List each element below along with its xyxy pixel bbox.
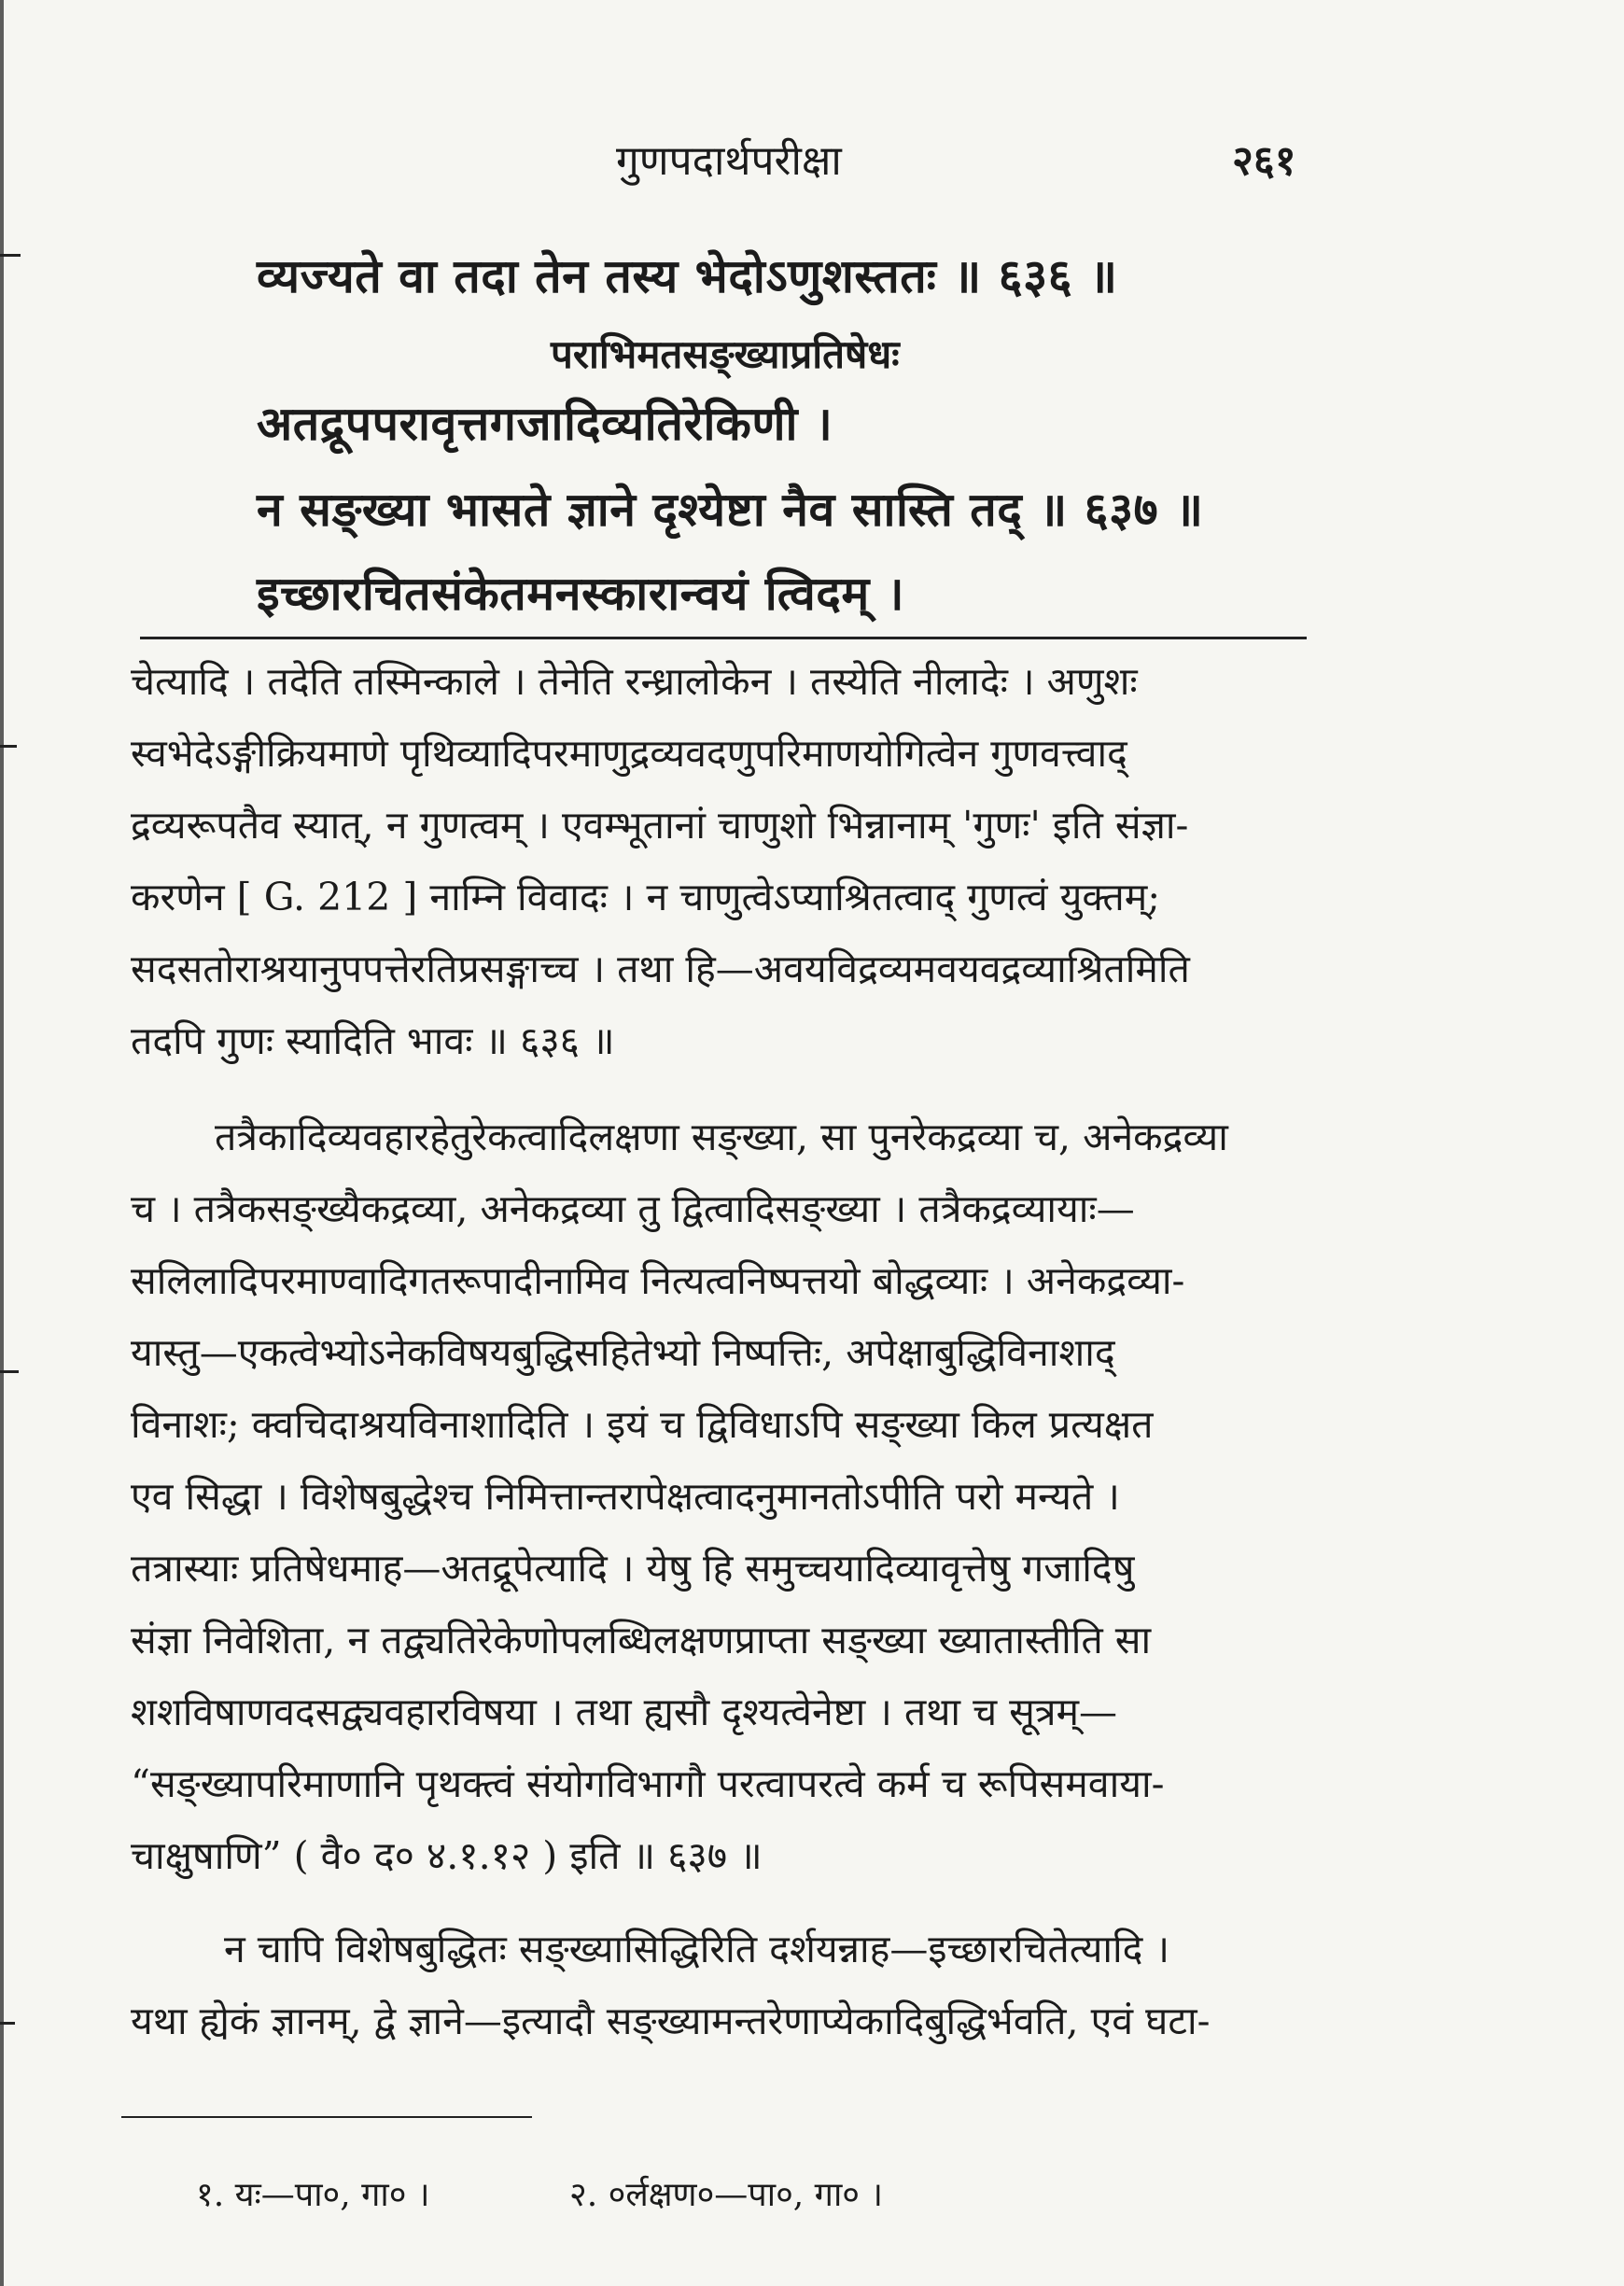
commentary-line: शशविषाणवदसद्व्यवहारविषया । तथा ह्यसौ दृश्यत्वेनेष्टा । तथा च सूत्रम्— (131, 1690, 1118, 1734)
page-number: २६१ (1232, 137, 1296, 185)
running-title: गुणपदार्थपरीक्षा (616, 137, 842, 185)
footnote: २. ०र्लक्षण०—पा०, गा० । (569, 2176, 884, 2214)
commentary-line: संज्ञा निवेशिता, न तद्व्यतिरेकेणोपलब्धिलक्षणप्राप्ता सङ्ख्या ख्यातास्तीति सा (131, 1618, 1152, 1662)
margin-tick (0, 1370, 19, 1373)
commentary-line: चेत्यादि । तदेति तस्मिन्काले । तेनेति रन्ध्रालोकेन । तस्येति नीलादेः । अणुशः (131, 659, 1138, 704)
verse-line: अतद्रूपपरावृत्तगजादिव्यतिरेकिणी । (257, 396, 833, 451)
commentary-line: चाक्षुषाणि” ( वै० द० ४.१.१२ ) इति ॥ ६३७ ॥ (131, 1833, 763, 1878)
commentary-line: विनाशः; क्वचिदाश्रयविनाशादिति । इयं च द्विविधाऽपि सङ्ख्या किल प्रत्यक्षत (131, 1402, 1154, 1447)
verse-line: व्यज्यते वा तदा तेन तस्य भेदोऽणुशस्ततः ॥ ६३६ ॥ (257, 248, 1118, 303)
commentary-line: यथा ह्येकं ज्ञानम्, द्वे ज्ञाने—इत्यादौ सङ्ख्यामन्तरेणाप्येकादिबुद्धिर्भवति, एवं घटा- (131, 1998, 1211, 2043)
margin-tick (0, 745, 17, 748)
commentary-line: यास्तु—एकत्वेभ्योऽनेकविषयबुद्धिसहितेभ्यो निष्पत्तिः, अपेक्षाबुद्धिविनाशाद् (131, 1330, 1115, 1375)
verse-separator-rule (140, 637, 1307, 639)
footnote: १. यः—पा०, गा० । (196, 2176, 430, 2214)
footnote-rule (121, 2116, 532, 2118)
commentary-line: तदपि गुणः स्यादिति भावः ॥ ६३६ ॥ (131, 1018, 615, 1063)
commentary-line: सलिलादिपरमाण्वादिगतरूपादीनामिव नित्यत्वनिष्पत्तयो बोद्धव्याः । अनेकद्रव्या- (131, 1258, 1185, 1303)
commentary-line: द्रव्यरूपतैव स्यात्, न गुणत्वम् । एवम्भूतानां चाणुशो भिन्नानाम् 'गुणः' इति संज्ञा- (131, 803, 1189, 848)
page-header (131, 131, 1344, 187)
commentary-line: एव सिद्धा । विशेषबुद्धेश्च निमित्तान्तरापेक्षत्वादनुमानतोऽपीति परो मन्यते । (131, 1474, 1120, 1519)
commentary-line: तत्रास्याः प्रतिषेधमाह—अतद्रूपेत्यादि । येषु हि समुच्चयादिव्यावृत्तेषु गजादिषु (131, 1546, 1135, 1591)
commentary-line: स्वभेदेऽङ्गीक्रियमाणे पृथिव्यादिपरमाणुद्रव्यवदणुपरिमाणयोगित्वेन गुणवत्त्वाद् (131, 731, 1127, 776)
verse-heading: पराभिमतसङ्ख्याप्रतिषेधः (551, 331, 900, 377)
margin-tick (0, 2022, 15, 2025)
verse-line: न सङ्ख्या भासते ज्ञाने दृश्येष्टा नैव सास्ति तद् ॥ ६३७ ॥ (257, 482, 1204, 537)
commentary-line: करणेन [ G. 212 ] नाम्नि विवादः । न चाणुत्वेऽप्याश्रितत्वाद् गुणत्वं युक्तम्; (131, 875, 1161, 919)
commentary-line: न चापि विशेषबुद्धितः सङ्ख्यासिद्धिरिति दर्शयन्नाह—इच्छारचितेत्यादि । (224, 1927, 1169, 1971)
verse-line: इच्छारचितसंकेतमनस्कारान्वयं त्विदम् । (257, 566, 905, 621)
page-edge (0, 0, 4, 2286)
commentary-line: च । तत्रैकसङ्ख्यैकद्रव्या, अनेकद्रव्या तु द्वित्वादिसङ्ख्या । तत्रैकद्रव्यायाः— (131, 1186, 1135, 1231)
commentary-line: “सङ्ख्यापरिमाणानि पृथक्त्वं संयोगविभागौ परत्वापरत्वे कर्म च रूपिसमवाया- (131, 1761, 1165, 1806)
commentary-line: तत्रैकादिव्यवहारहेतुरेकत्वादिलक्षणा सङ्ख्या, सा पुनरेकद्रव्या च, अनेकद्रव्या (215, 1115, 1228, 1159)
commentary-line: सदसतोराश्रयानुपपत्तेरतिप्रसङ्गाच्च । तथा हि—अवयविद्रव्यमवयवद्रव्याश्रितमिति (131, 947, 1190, 991)
margin-tick (0, 254, 21, 257)
